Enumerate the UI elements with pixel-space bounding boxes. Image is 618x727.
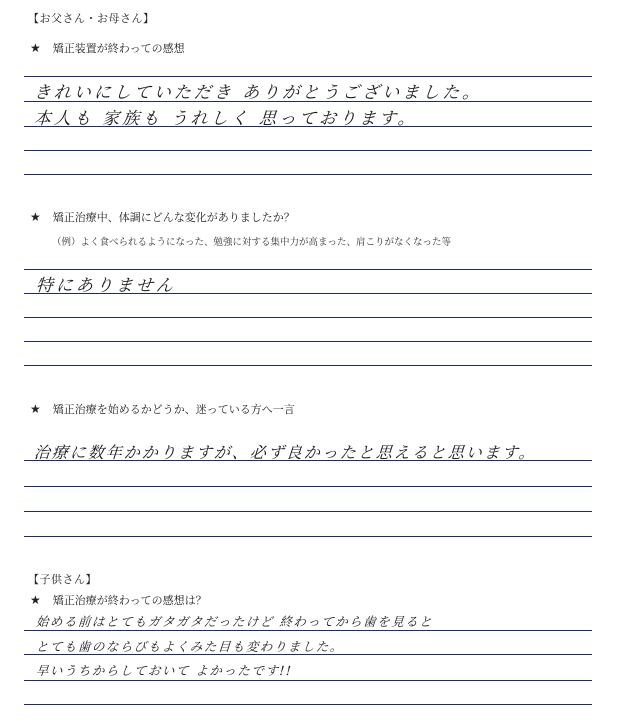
- answer-line: [24, 269, 592, 270]
- answer-line: [24, 341, 592, 342]
- child-answer-line-3: 早いうちからしておいて よかったです!!: [35, 663, 294, 678]
- star-icon: ★: [30, 402, 41, 416]
- answer-line: [24, 317, 592, 318]
- star-icon: ★: [30, 210, 41, 224]
- q1-answer-line-2: 本人も 家族も うれしく 思っております。: [33, 109, 419, 129]
- answer-line: [24, 630, 592, 631]
- answer-line: [24, 174, 592, 175]
- question-1-text: 矯正装置が終わっての感想: [52, 42, 185, 55]
- star-icon: ★: [30, 593, 41, 607]
- answer-line: [24, 511, 592, 512]
- answer-line: [24, 486, 592, 487]
- question-2-example: （例）よく食べられるようになった、勉強に対する集中力が高まった、肩こりがなくなった等: [52, 237, 452, 248]
- star-icon: ★: [30, 41, 41, 55]
- answer-line: [24, 536, 592, 537]
- child-answer-line-1: 始める前はとてもガタガタだったけど 終わってから歯を見ると: [35, 614, 434, 629]
- answer-line: [24, 365, 592, 366]
- child-question-1-text: 矯正治療が終わっての感想は？: [52, 594, 207, 607]
- question-3-text: 矯正治療を始めるかどうか、迷っている方へ一言: [52, 403, 295, 416]
- answer-line: [24, 680, 592, 681]
- answer-line: [24, 704, 592, 705]
- q1-answer-line-1: きれいにしていただき ありがとうございました。: [33, 83, 483, 103]
- q3-answer-line-1: 治療に数年かかりますが、必ず良かったと思えると思います。: [33, 443, 538, 462]
- answer-line: [24, 76, 592, 77]
- child-section-header: 【子供さん】: [28, 573, 97, 586]
- question-3: [30, 401, 295, 417]
- question-1: [30, 40, 185, 56]
- child-answer-line-2: とても歯のならびもよくみた目も変わりました。: [35, 639, 345, 654]
- question-2: [30, 209, 295, 225]
- child-question-1: [30, 592, 207, 608]
- question-2-text: 矯正治療中、体調にどんな変化がありましたか？: [52, 211, 295, 224]
- answer-line: [24, 150, 592, 151]
- parents-section-header: 【お父さん・お母さん】: [28, 12, 155, 25]
- q2-answer-line-1: 特にありません: [35, 276, 177, 296]
